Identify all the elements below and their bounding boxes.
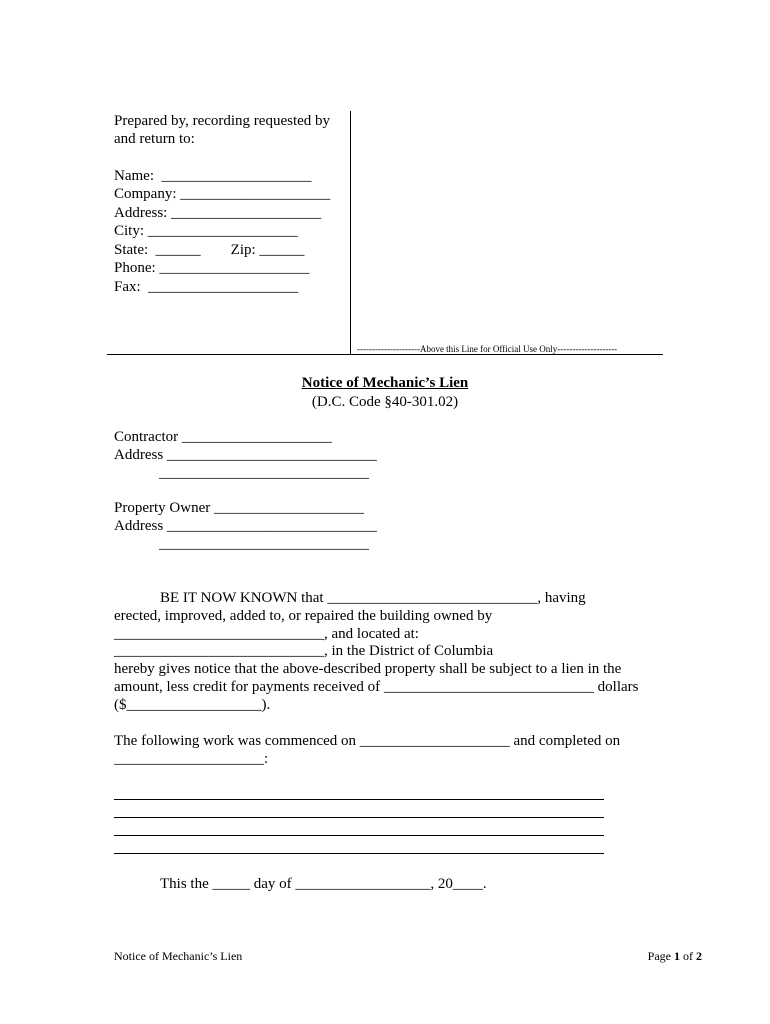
page-of: of bbox=[680, 949, 696, 963]
name-field: Name: ____________________ bbox=[114, 168, 312, 184]
owner-address-line2: ____________________________ bbox=[114, 536, 369, 552]
document-title: Notice of Mechanic’s Lien bbox=[301, 375, 469, 391]
footer-title: Notice of Mechanic’s Lien bbox=[114, 949, 243, 963]
recording-divider-vertical bbox=[350, 111, 351, 355]
body-line-3: ____________________________, and located at: bbox=[114, 626, 419, 642]
contractor-address-field: Address ____________________________ bbox=[114, 447, 377, 463]
contractor-address-line2: ____________________________ bbox=[114, 465, 369, 481]
work-description-rule-3 bbox=[114, 835, 604, 836]
document-code: (D.C. Code §40-301.02) bbox=[311, 394, 459, 410]
body-line-5: hereby gives notice that the above-described property shall be subject to a lien in the bbox=[114, 661, 622, 677]
page-total: 2 bbox=[696, 949, 702, 963]
work-description-rule-4 bbox=[114, 853, 604, 854]
phone-field: Phone: ____________________ bbox=[114, 260, 310, 276]
page-current: 1 bbox=[674, 949, 680, 963]
body-line-1: BE IT NOW KNOWN that ____________________________, having bbox=[160, 590, 586, 606]
prepared-by-label: Prepared by, recording requested by bbox=[114, 113, 331, 129]
work-description-rule-2 bbox=[114, 817, 604, 818]
fax-field: Fax: ____________________ bbox=[114, 279, 299, 295]
official-use-notice: ---------------------Above this Line for Official Use Only-------------------- bbox=[357, 344, 618, 354]
body-line-6: amount, less credit for payments received of ____________________________ dollars bbox=[114, 679, 639, 695]
body-line-2: erected, improved, added to, or repaired the building owned by bbox=[114, 608, 493, 624]
page-number bbox=[648, 948, 702, 964]
city-field: City: ____________________ bbox=[114, 223, 298, 239]
date-line: This the _____ day of __________________, 20____. bbox=[160, 876, 487, 892]
recording-divider-horizontal bbox=[107, 354, 663, 355]
body-line-7: ($__________________). bbox=[114, 697, 271, 713]
address-field: Address: ____________________ bbox=[114, 205, 322, 221]
work-completed-line: ____________________: bbox=[114, 751, 269, 767]
property-owner-field: Property Owner ____________________ bbox=[114, 500, 364, 516]
company-field: Company: ____________________ bbox=[114, 186, 331, 202]
body-line-4: ____________________________, in the District of Columbia bbox=[114, 643, 494, 659]
return-to-label: and return to: bbox=[114, 131, 195, 147]
owner-address-field: Address ____________________________ bbox=[114, 518, 377, 534]
state-zip-field: State: ______ Zip: ______ bbox=[114, 242, 305, 258]
contractor-field: Contractor ____________________ bbox=[114, 429, 332, 445]
work-commenced-line: The following work was commenced on ____________________ and completed on bbox=[114, 733, 621, 749]
work-description-rule-1 bbox=[114, 799, 604, 800]
page-prefix: Page bbox=[647, 949, 674, 963]
